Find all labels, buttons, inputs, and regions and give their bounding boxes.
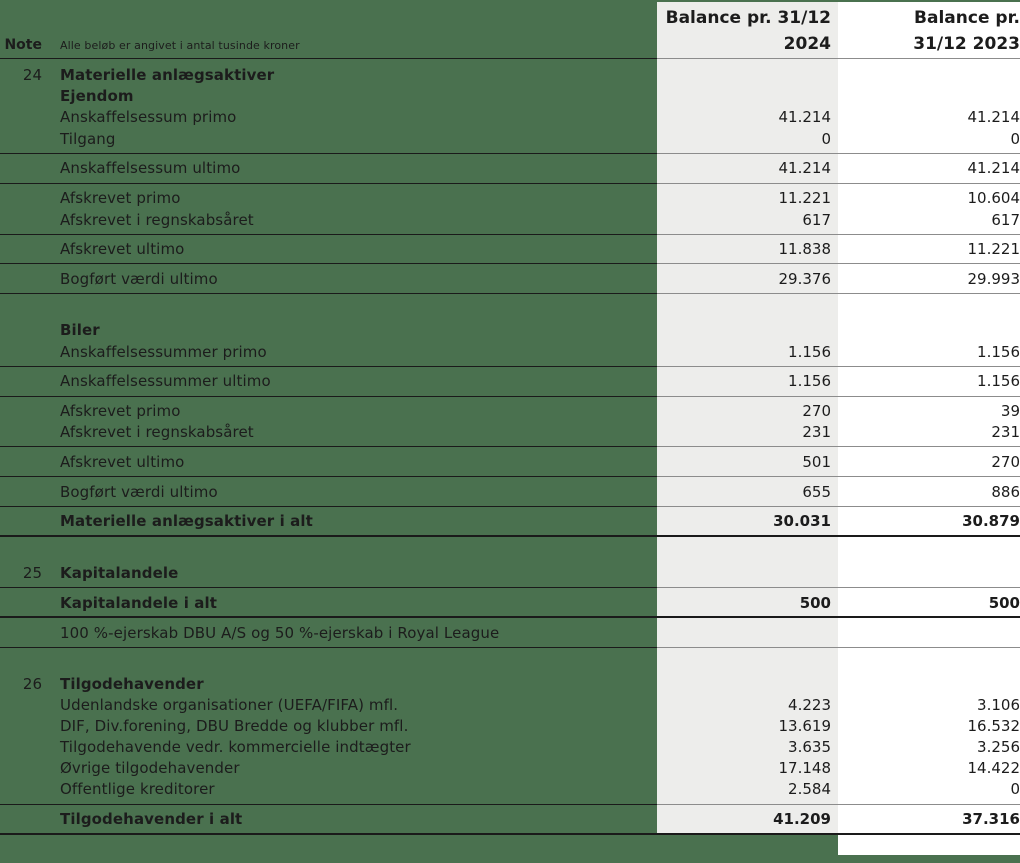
total-label: Materielle anlægsaktiver i alt <box>60 512 313 530</box>
section-title: Materielle anlægsaktiver <box>60 66 275 84</box>
divider <box>0 804 1020 805</box>
divider <box>0 153 1020 154</box>
header-2024-line2: 2024 <box>783 34 831 54</box>
row-label: Bogført værdi ultimo <box>60 270 218 288</box>
total-label: Tilgodehavender i alt <box>60 810 243 828</box>
divider <box>0 396 1020 397</box>
total-divider <box>0 535 1020 537</box>
divider <box>0 587 1020 588</box>
value-2023: 10.604 <box>967 189 1020 207</box>
total-2023: 500 <box>988 594 1020 612</box>
note-number: 26 <box>22 675 42 693</box>
row-label: Tilgodehavende vedr. kommercielle indtægter <box>60 738 411 756</box>
value-2024: 41.214 <box>778 108 831 126</box>
value-2024: 17.148 <box>778 759 831 777</box>
total-label: Kapitalandele i alt <box>60 594 218 612</box>
header-2023-line1: Balance pr. <box>914 8 1020 28</box>
total-2024: 30.031 <box>773 512 831 530</box>
value-2024: 4.223 <box>788 696 831 714</box>
value-2023: 3.106 <box>977 696 1020 714</box>
value-2023: 14.422 <box>967 759 1020 777</box>
subsection-title: Biler <box>60 321 100 339</box>
value-2024: 501 <box>802 453 831 471</box>
row-label: Anskaffelsessummer ultimo <box>60 372 271 390</box>
value-2023: 11.221 <box>967 240 1020 258</box>
row-label: Afskrevet ultimo <box>60 240 185 258</box>
value-2023: 39 <box>1000 402 1020 420</box>
divider <box>0 476 1020 477</box>
row-label: Offentlige kreditorer <box>60 780 215 798</box>
subsection-title: Ejendom <box>60 87 134 105</box>
value-2024: 270 <box>802 402 831 420</box>
divider <box>0 263 1020 264</box>
divider <box>0 647 1020 648</box>
value-2023: 886 <box>991 483 1020 501</box>
divider <box>0 293 1020 294</box>
value-2024: 1.156 <box>788 343 831 361</box>
value-2023: 1.156 <box>977 343 1020 361</box>
value-2023: 617 <box>991 211 1020 229</box>
value-2024: 41.214 <box>778 159 831 177</box>
divider <box>0 446 1020 447</box>
value-2024: 617 <box>802 211 831 229</box>
value-2023: 16.532 <box>967 717 1020 735</box>
value-2023: 231 <box>991 423 1020 441</box>
header-2024-line1: Balance pr. 31/12 <box>665 8 831 28</box>
section-title: Kapitalandele <box>60 564 179 582</box>
ownership-remark: 100 %-ejerskab DBU A/S og 50 %-ejerskab i Royal League <box>60 624 500 642</box>
total-2023: 30.879 <box>962 512 1020 530</box>
divider <box>0 234 1020 235</box>
value-2024: 231 <box>802 423 831 441</box>
value-2024: 655 <box>802 483 831 501</box>
row-label: Anskaffelsessum primo <box>60 108 237 126</box>
value-2024: 0 <box>821 130 831 148</box>
note-column-header: Note <box>4 37 42 53</box>
value-2024: 2.584 <box>788 780 831 798</box>
row-label: Bogført værdi ultimo <box>60 483 218 501</box>
divider <box>0 366 1020 367</box>
value-2023: 29.993 <box>967 270 1020 288</box>
value-2023: 41.214 <box>967 159 1020 177</box>
total-2023: 37.316 <box>962 810 1020 828</box>
row-label: Afskrevet primo <box>60 402 181 420</box>
total-divider <box>0 833 1020 835</box>
section-title: Tilgodehavender <box>60 675 204 693</box>
value-2023: 3.256 <box>977 738 1020 756</box>
row-label: Tilgang <box>60 130 116 148</box>
row-label: Anskaffelsessummer primo <box>60 343 267 361</box>
row-label: Øvrige tilgodehavender <box>60 759 240 777</box>
row-label: Udenlandske organisationer (UEFA/FIFA) mfl. <box>60 696 399 714</box>
total-divider <box>0 616 1020 618</box>
note-number: 24 <box>22 66 42 84</box>
total-2024: 41.209 <box>773 810 831 828</box>
divider <box>0 183 1020 184</box>
value-2024: 11.221 <box>778 189 831 207</box>
value-2024: 29.376 <box>778 270 831 288</box>
row-label: Anskaffelsessum ultimo <box>60 159 241 177</box>
row-label: Afskrevet ultimo <box>60 453 185 471</box>
divider <box>0 506 1020 507</box>
header-2023-line2: 31/12 2023 <box>913 34 1020 54</box>
value-2023: 270 <box>991 453 1020 471</box>
value-2024: 3.635 <box>788 738 831 756</box>
value-2024: 1.156 <box>788 372 831 390</box>
value-2023: 41.214 <box>967 108 1020 126</box>
value-2024: 13.619 <box>778 717 831 735</box>
divider <box>0 58 1020 59</box>
note-number: 25 <box>22 564 42 582</box>
total-2024: 500 <box>799 594 831 612</box>
row-label: Afskrevet primo <box>60 189 181 207</box>
unit-note: Alle beløb er angivet i antal tusinde kroner <box>60 39 300 52</box>
row-label: DIF, Div.forening, DBU Bredde og klubber mfl. <box>60 717 409 735</box>
row-label: Afskrevet i regnskabsåret <box>60 423 254 441</box>
value-2023: 0 <box>1010 780 1020 798</box>
value-2024: 11.838 <box>778 240 831 258</box>
value-2023: 0 <box>1010 130 1020 148</box>
value-2023: 1.156 <box>977 372 1020 390</box>
row-label: Afskrevet i regnskabsåret <box>60 211 254 229</box>
